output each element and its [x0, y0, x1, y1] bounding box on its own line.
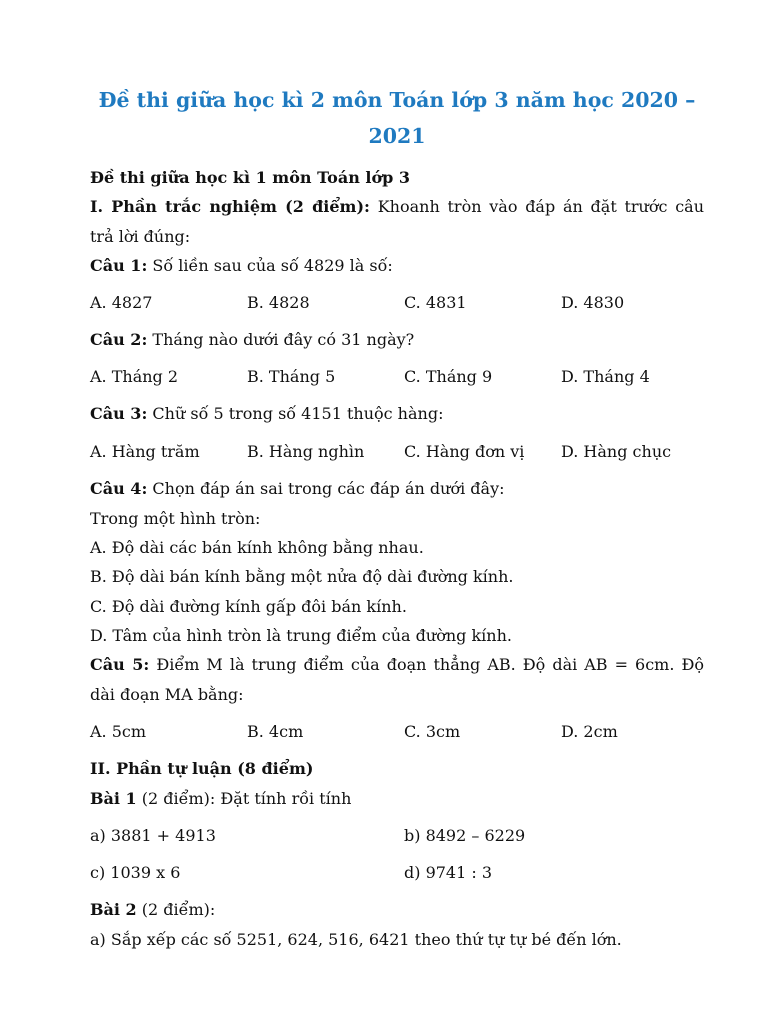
option-d: D. 2cm	[561, 722, 618, 741]
option-c: C. Tháng 9	[404, 367, 493, 386]
question-3	[90, 404, 704, 424]
question-4-label: Câu 4:	[90, 479, 148, 498]
question-3-label: Câu 3:	[90, 404, 148, 423]
bai-2-text: (2 điểm):	[136, 900, 216, 919]
question-4-line-3: B. Độ dài bán kính bằng một nửa độ dài đường kính.	[90, 567, 514, 586]
bai-1-item-d: d) 9741 : 3	[404, 863, 493, 882]
bai-2-item-a: a) Sắp xếp các số 5251, 624, 516, 6421 theo thứ tự tự bé đến lớn.	[90, 930, 622, 949]
title-line-1: Đề thi giữa học kì 2 môn Toán lớp 3 năm học 2020 –	[98, 88, 696, 112]
option-b: B. 4828	[247, 293, 310, 312]
question-5	[90, 655, 704, 675]
question-2-label: Câu 2:	[90, 330, 148, 349]
bai-1-text: (2 điểm): Đặt tính rồi tính	[136, 789, 352, 808]
bai-1-label: Bài 1	[90, 789, 137, 808]
bai-1-item-b: b) 8492 – 6229	[404, 826, 526, 845]
question-4	[90, 479, 704, 499]
question-1-label: Câu 1:	[90, 256, 148, 275]
bai-2	[90, 900, 704, 920]
option-c: C. Hàng đơn vị	[404, 442, 525, 461]
question-1-text: Số liền sau của số 4829 là số:	[147, 256, 393, 275]
option-d: D. 4830	[561, 293, 625, 312]
question-4-line-2: A. Độ dài các bán kính không bằng nhau.	[90, 538, 424, 557]
question-3-text: Chữ số 5 trong số 4151 thuộc hàng:	[147, 404, 444, 423]
bai-1-item-a: a) 3881 + 4913	[90, 826, 216, 845]
option-a: A. Tháng 2	[90, 367, 179, 386]
option-c: C. 3cm	[404, 722, 461, 741]
question-5-label: Câu 5:	[90, 655, 150, 674]
option-a: A. 4827	[90, 293, 153, 312]
question-4-line-5: D. Tâm của hình tròn là trung điểm của đường kính.	[90, 626, 512, 645]
option-d: D. Hàng chục	[561, 442, 672, 461]
bai-2-label: Bài 2	[90, 900, 137, 919]
section1-instruction-cont: trả lời đúng:	[90, 227, 191, 246]
bai-1	[90, 789, 704, 809]
bai-1-item-c: c) 1039 x 6	[90, 863, 181, 882]
option-d: D. Tháng 4	[561, 367, 650, 386]
option-c: C. 4831	[404, 293, 467, 312]
question-4-text: Chọn đáp án sai trong các đáp án dưới đây:	[147, 479, 505, 498]
section1-heading-line	[90, 197, 704, 217]
question-5-text: Điểm M là trung điểm của đoạn thẳng AB. Độ dài AB = 6cm. Độ	[149, 655, 705, 674]
option-b: B. 4cm	[247, 722, 304, 741]
option-b: B. Hàng nghìn	[247, 442, 365, 461]
section2-heading: II. Phần tự luận (8 điểm)	[90, 759, 314, 778]
question-2-text: Tháng nào dưới đây có 31 ngày?	[147, 330, 415, 349]
question-1	[90, 256, 704, 276]
subtitle: Đề thi giữa học kì 1 môn Toán lớp 3	[90, 168, 411, 187]
section1-heading: I. Phần trắc nghiệm (2 điểm):	[90, 197, 370, 216]
option-a: A. Hàng trăm	[90, 442, 200, 461]
option-b: B. Tháng 5	[247, 367, 336, 386]
document-title	[90, 82, 704, 154]
section1-instruction: Khoanh tròn vào đáp án đặt trước câu	[369, 197, 705, 216]
option-a: A. 5cm	[90, 722, 147, 741]
question-2	[90, 330, 704, 350]
title-line-2: 2021	[368, 124, 426, 148]
question-5-text-cont: dài đoạn MA bằng:	[90, 685, 244, 704]
question-4-line-4: C. Độ dài đường kính gấp đôi bán kính.	[90, 597, 407, 616]
question-4-line-1: Trong một hình tròn:	[90, 509, 261, 528]
